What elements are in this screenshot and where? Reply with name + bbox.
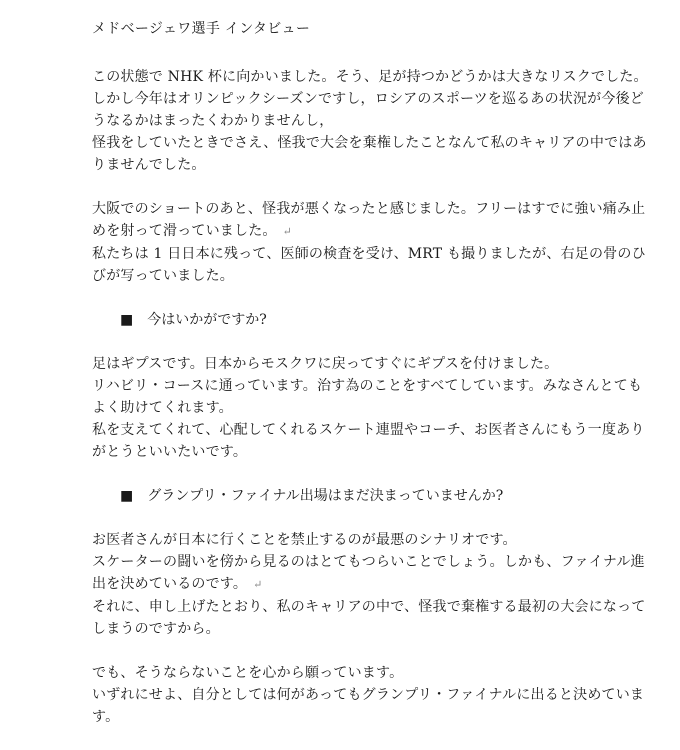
- document-page: [92, 18, 648, 750]
- question-1: [92, 309, 612, 331]
- question-text: 今はいかがですか?: [147, 312, 267, 328]
- text-line: それに、申し上げたとおり、私のキャリアの中で、怪我で棄権する最初の大会になって: [92, 599, 646, 615]
- text-line-with-mark: [92, 220, 612, 243]
- text-line: りませんでした。: [92, 157, 206, 173]
- text-line: 出を決めているのです。: [92, 576, 248, 592]
- text-line: スケーターの闘いを傍から見るのはとてもつらいことでしょう。しかも、ファイナル進: [92, 554, 645, 570]
- answer-1: [92, 353, 645, 463]
- text-line: でも、そうならないことを心から願っています。: [92, 665, 404, 681]
- text-line: うなるかはまったくわかりませんし，: [92, 113, 334, 129]
- return-mark-icon: ↵: [282, 225, 293, 238]
- closing-paragraph: [92, 662, 645, 728]
- square-bullet-icon: ■: [120, 312, 134, 328]
- return-mark-icon: ↵: [253, 578, 263, 591]
- text-line: よく助けてくれます。: [92, 400, 233, 416]
- text-line: がとうといいたいです。: [92, 444, 248, 460]
- text-line: す。: [92, 709, 120, 725]
- text-line: いずれにせよ、自分としては何があってもグランプリ・ファイナルに出ると決めていま: [92, 687, 645, 703]
- text-line: びが写っていました。: [92, 268, 234, 284]
- text-line: 大阪でのショートのあと、怪我が悪くなったと感じました。フリーはすでに強い痛み止: [92, 201, 646, 217]
- text-line: お医者さんが日本に行くことを禁止するのが最悪のシナリオです。: [92, 532, 517, 548]
- paragraph-1: [92, 66, 648, 176]
- text-line-with-mark: [92, 573, 612, 596]
- text-line: 足はギプスです。日本からモスクワに戻ってすぐにギプスを付けました。: [92, 356, 559, 372]
- text-line: この状態で NHK 杯に向かいました。そう、足が持つかどうかは大きなリスクでした。: [92, 69, 648, 85]
- text-line: リハビリ・コースに通っています。治す為のことをすべてしています。みなさんとても: [92, 378, 643, 394]
- document-title: メドベージェワ選手 インタビュー: [92, 21, 311, 37]
- text-line: 私を支えてくれて、心配してくれるスケート連盟やコーチ、お医者さんにもう一度あり: [92, 422, 645, 438]
- text-line: めを射って滑っていました。: [92, 223, 277, 239]
- text-line: 怪我をしていたときでさえ、怪我で大会を棄権したことなんて私のキャリアの中ではあ: [92, 135, 647, 151]
- text-line: しかし今年はオリンピックシーズンですし，ロシアのスポーツを巡るあの状況が今後ど: [92, 91, 644, 107]
- text-line: しまうのですから。: [92, 621, 220, 637]
- answer-2: [92, 529, 646, 640]
- paragraph-2: [92, 198, 646, 287]
- question-2: [92, 485, 612, 507]
- question-text: グランプリ・ファイナル出場はまだ決まっていませんか?: [147, 488, 504, 504]
- text-line: 私たちは 1 日日本に残って、医師の検査を受け、MRT も撮りましたが、右足の骨のひ: [92, 246, 646, 262]
- square-bullet-icon: ■: [120, 488, 134, 504]
